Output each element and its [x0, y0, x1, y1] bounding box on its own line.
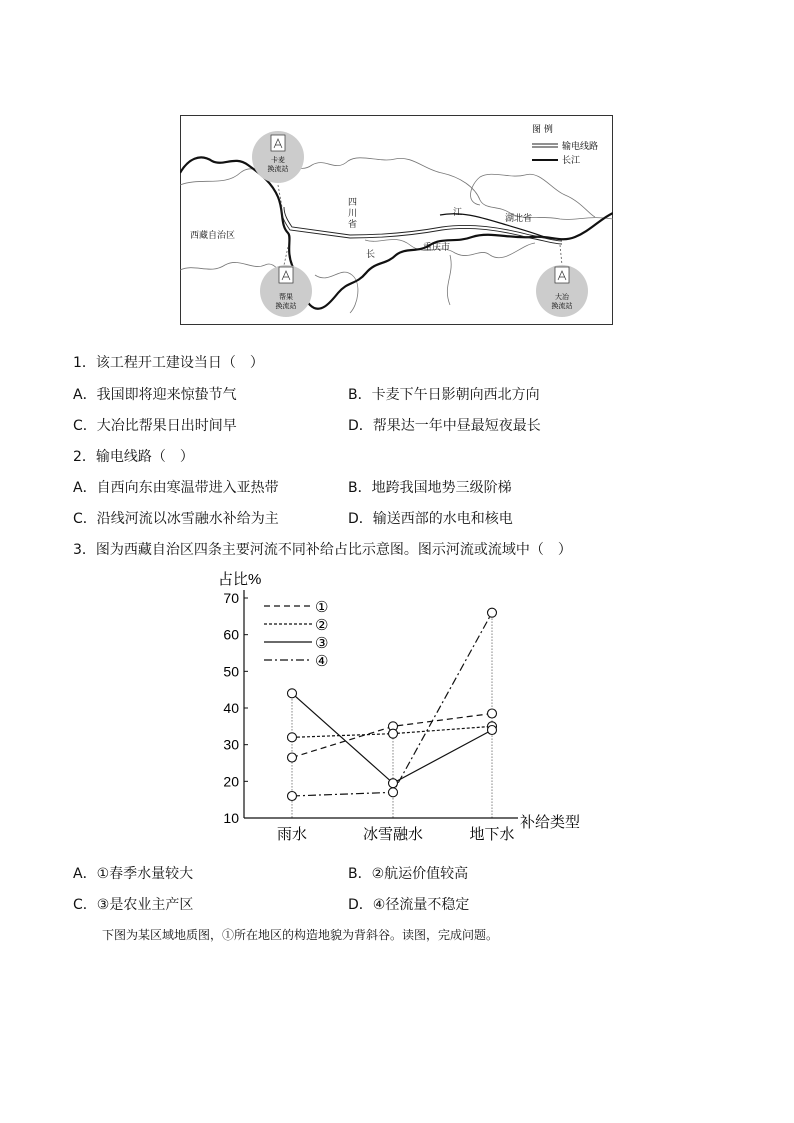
q3-option-a[interactable]: A．①春季水量较大	[73, 866, 194, 882]
y-tick-label: 20	[223, 773, 239, 790]
label-xizang: 西藏自治区	[190, 231, 236, 241]
q3-option-b[interactable]: B．②航运价值较高	[348, 866, 469, 882]
label-hubei: 湖北省	[505, 214, 533, 224]
q3-option-d[interactable]: D．④径流量不稳定	[348, 897, 470, 913]
data-point	[389, 788, 398, 797]
q1-option-c[interactable]: C．大冶比帮果日出时间早	[73, 418, 237, 434]
label-sichuan-1: 四	[348, 198, 358, 208]
q1-option-a[interactable]: A．我国即将迎来惊蛰节气	[73, 387, 237, 403]
x-axis-title: 补给类型	[520, 814, 581, 831]
river-supply-chart	[200, 565, 600, 855]
station-kamai	[252, 131, 304, 183]
q1-option-d[interactable]: D．帮果达一年中昼最短夜最长	[348, 418, 541, 434]
q2-option-a[interactable]: A．自西向东由寒温带进入亚热带	[73, 480, 279, 496]
question-1-stem: 1．该工程开工建设当日（ ）	[73, 355, 264, 371]
svg-text:换流站: 换流站	[551, 302, 573, 310]
x-tick-label: 雨水	[276, 826, 308, 843]
q3-option-c[interactable]: C．③是农业主产区	[73, 897, 194, 913]
question-2-stem: 2．输电线路（ ）	[73, 449, 194, 465]
legend-label-3: ③	[315, 635, 329, 652]
label-sichuan-2: 川	[348, 209, 358, 219]
label-chongqing: 重庆市	[423, 243, 451, 253]
y-tick-label: 30	[223, 736, 239, 753]
station-daye	[536, 265, 588, 317]
svg-text:大冶: 大冶	[555, 293, 569, 301]
legend-item-transmission: 输电线路	[562, 142, 599, 152]
svg-text:换流站: 换流站	[275, 302, 297, 310]
station-bangguo	[260, 265, 312, 317]
legend-item-yangtze: 长江	[562, 156, 581, 166]
q2-option-c[interactable]: C．沿线河流以冰雪融水补给为主	[73, 511, 279, 527]
data-point	[488, 709, 497, 718]
data-point	[288, 689, 297, 698]
data-point	[488, 608, 497, 617]
x-tick-label: 冰雪融水	[362, 826, 424, 843]
data-point	[488, 726, 497, 735]
legend-title: 图 例	[532, 125, 553, 135]
legend-label-1: ①	[315, 599, 329, 616]
legend-label-4: ④	[315, 653, 329, 670]
y-tick-label: 40	[223, 700, 239, 716]
svg-text:换流站: 换流站	[267, 165, 289, 173]
y-tick-label: 50	[223, 663, 239, 680]
label-chang: 长	[366, 250, 376, 260]
q2-option-d[interactable]: D．输送西部的水电和核电	[348, 511, 513, 527]
power-line-map	[180, 115, 613, 325]
y-tick-label: 10	[223, 810, 239, 826]
data-point	[288, 792, 297, 801]
y-tick-label: 60	[223, 626, 239, 643]
question-3-stem: 3．图为西藏自治区四条主要河流不同补给占比示意图。图示河流或流域中（ ）	[73, 542, 572, 558]
next-section-intro: 下图为某区域地质图，①所在地区的构造地貌为背斜谷。读图，完成问题。	[102, 928, 499, 942]
y-tick-label: 70	[223, 590, 239, 606]
svg-text:帮果: 帮果	[279, 293, 293, 301]
label-sichuan-3: 省	[348, 220, 358, 230]
data-point	[288, 733, 297, 742]
q1-option-b[interactable]: B．卡麦下午日影朝向西北方向	[348, 387, 540, 403]
data-point	[389, 729, 398, 738]
svg-text:卡麦: 卡麦	[271, 156, 285, 164]
q2-option-b[interactable]: B．地跨我国地势三级阶梯	[348, 480, 512, 496]
label-jiang: 江	[453, 208, 463, 218]
y-axis-title: 占比%	[218, 571, 262, 588]
x-tick-label: 地下水	[469, 826, 515, 843]
data-point	[288, 753, 297, 762]
legend-label-2: ②	[315, 617, 329, 634]
